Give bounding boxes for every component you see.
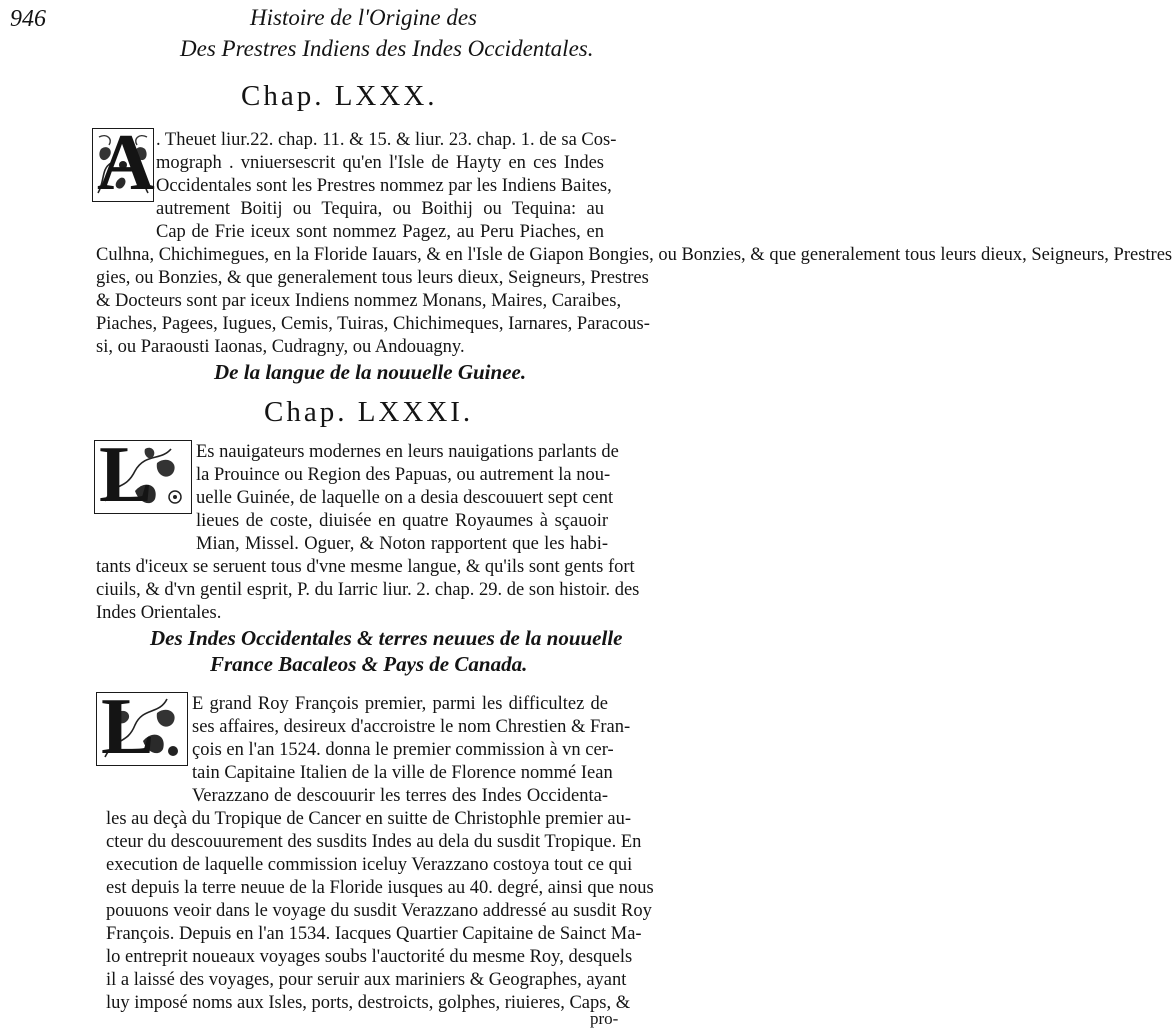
chapter-80-title: Chap. LXXX. [241,80,438,112]
text-line: Occidentales sont les Prestres nommez par les Indiens Baites, [156,176,612,196]
text-line: si, ou Paraousti Iaonas, Cudragny, ou Andouagny. [96,337,465,357]
text-line: gies, ou Bonzies, & que generalement tous leurs dieux, Seigneurs, Prestres [96,268,649,288]
section-title-canada-line2: France Bacaleos & Pays de Canada. [210,652,528,676]
text-line: François. Depuis en l'an 1534. Iacques Quartier Capitaine de Sainct Ma- [106,924,642,944]
text-line: luy imposé noms aux Isles, ports, destroicts, golphes, riuieres, Caps, & [106,993,631,1013]
text-line: . Theuet liur.22. chap. 11. & 15. & liur. 23. chap. 1. de sa Cos- [156,130,617,150]
text-line: Es nauigateurs modernes en leurs nauigations parlants de [196,442,619,462]
decorated-initial-l [94,431,192,519]
initial-letter: A [97,119,155,207]
text-line: cteur du descouurement des susdits Indes au dela du susdit Tropique. En [106,832,642,852]
text-line: lo entreprit noueaux voyages soubs l'auctorité du mesme Roy, desquels [106,947,633,967]
text-line: çois en l'an 1524. donna le premier commission à vn cer- [192,740,614,760]
text-line: Indes Orientales. [96,603,222,623]
text-line-content: Culhna, Chichimegues, en la Floride Iauars, & en l'Isle de Giapon Bongies, ou Bonzies, & que generalement tous leurs dieux, Seigneurs, Prestres [96,245,1172,265]
text-line: E grand Roy François premier, parmi les difficultez de [192,694,608,714]
text-line: ses affaires, desireux d'accroistre le nom Chrestien & Fran- [192,717,631,737]
running-head-title: Histoire de l'Origine des [250,5,478,30]
page-number: 946 [10,6,46,32]
text-line: il a laissé des voyages, pour seruir aux mariniers & Geographes, ayant [106,970,627,990]
text-line: Piaches, Pagees, Iugues, Cemis, Tuiras, Chichimeques, Iarnares, Paracous- [96,314,650,334]
initial-letter: L [99,431,153,519]
text-line: uelle Guinée, de laquelle on a desia descouuert sept cent [196,488,614,508]
text-line: les au deçà du Tropique de Cancer en suitte de Christophle premier au- [106,809,632,829]
decorated-initial-l [96,683,188,771]
text-line: Verazzano de descouurir les terres des Indes Occidenta- [192,786,608,806]
chapter-81-title: Chap. LXXXI. [264,396,474,428]
text-line: tants d'iceux se seruent tous d'vne mesme langue, & qu'ils sont gents fort [96,557,635,577]
section-title-guinee: De la langue de la nouuelle Guinee. [214,360,527,384]
catchword: pro- [590,1009,619,1028]
running-head-subtitle: Des Prestres Indiens des Indes Occidentales. [180,36,594,61]
initial-letter: L [101,683,155,771]
text-line: execution de laquelle commission iceluy Verazzano costoya tout ce qui [106,855,633,875]
text-line: est depuis la terre neuue de la Floride iusques au 40. degré, ainsi que nous [106,878,654,898]
text-line: pouuons veoir dans le voyage du susdit Verazzano addressé au susdit Roy [106,901,652,921]
text-line: Cap de Frie iceux sont nommez Pagez, au Peru Piaches, en [156,222,604,242]
section-title-canada-line1: Des Indes Occidentales & terres neuues de la nouuelle [150,626,623,650]
text-line: lieues de coste, diuisée en quatre Royaumes à sçauoir [196,511,608,531]
text-line: tain Capitaine Italien de la ville de Florence nommé Iean [192,763,613,783]
text-line [96,245,1172,265]
text-line: autrement Boitij ou Tequira, ou Boithij ou Tequina: au [156,199,604,219]
text-line: & Docteurs sont par iceux Indiens nommez Monans, Maires, Caraibes, [96,291,622,311]
text-line: la Prouince ou Region des Papuas, ou autrement la nou- [196,465,611,485]
text-line: ciuils, & d'vn gentil esprit, P. du Iarric liur. 2. chap. 29. de son histoir. des [96,580,640,600]
decorated-initial-a [92,119,155,207]
text-line: mograph . vniuersescrit qu'en l'Isle de Hayty en ces Indes [156,153,604,173]
text-line: Mian, Missel. Oguer, & Noton rapportent que les habi- [196,534,608,554]
running-head [0,0,728,70]
